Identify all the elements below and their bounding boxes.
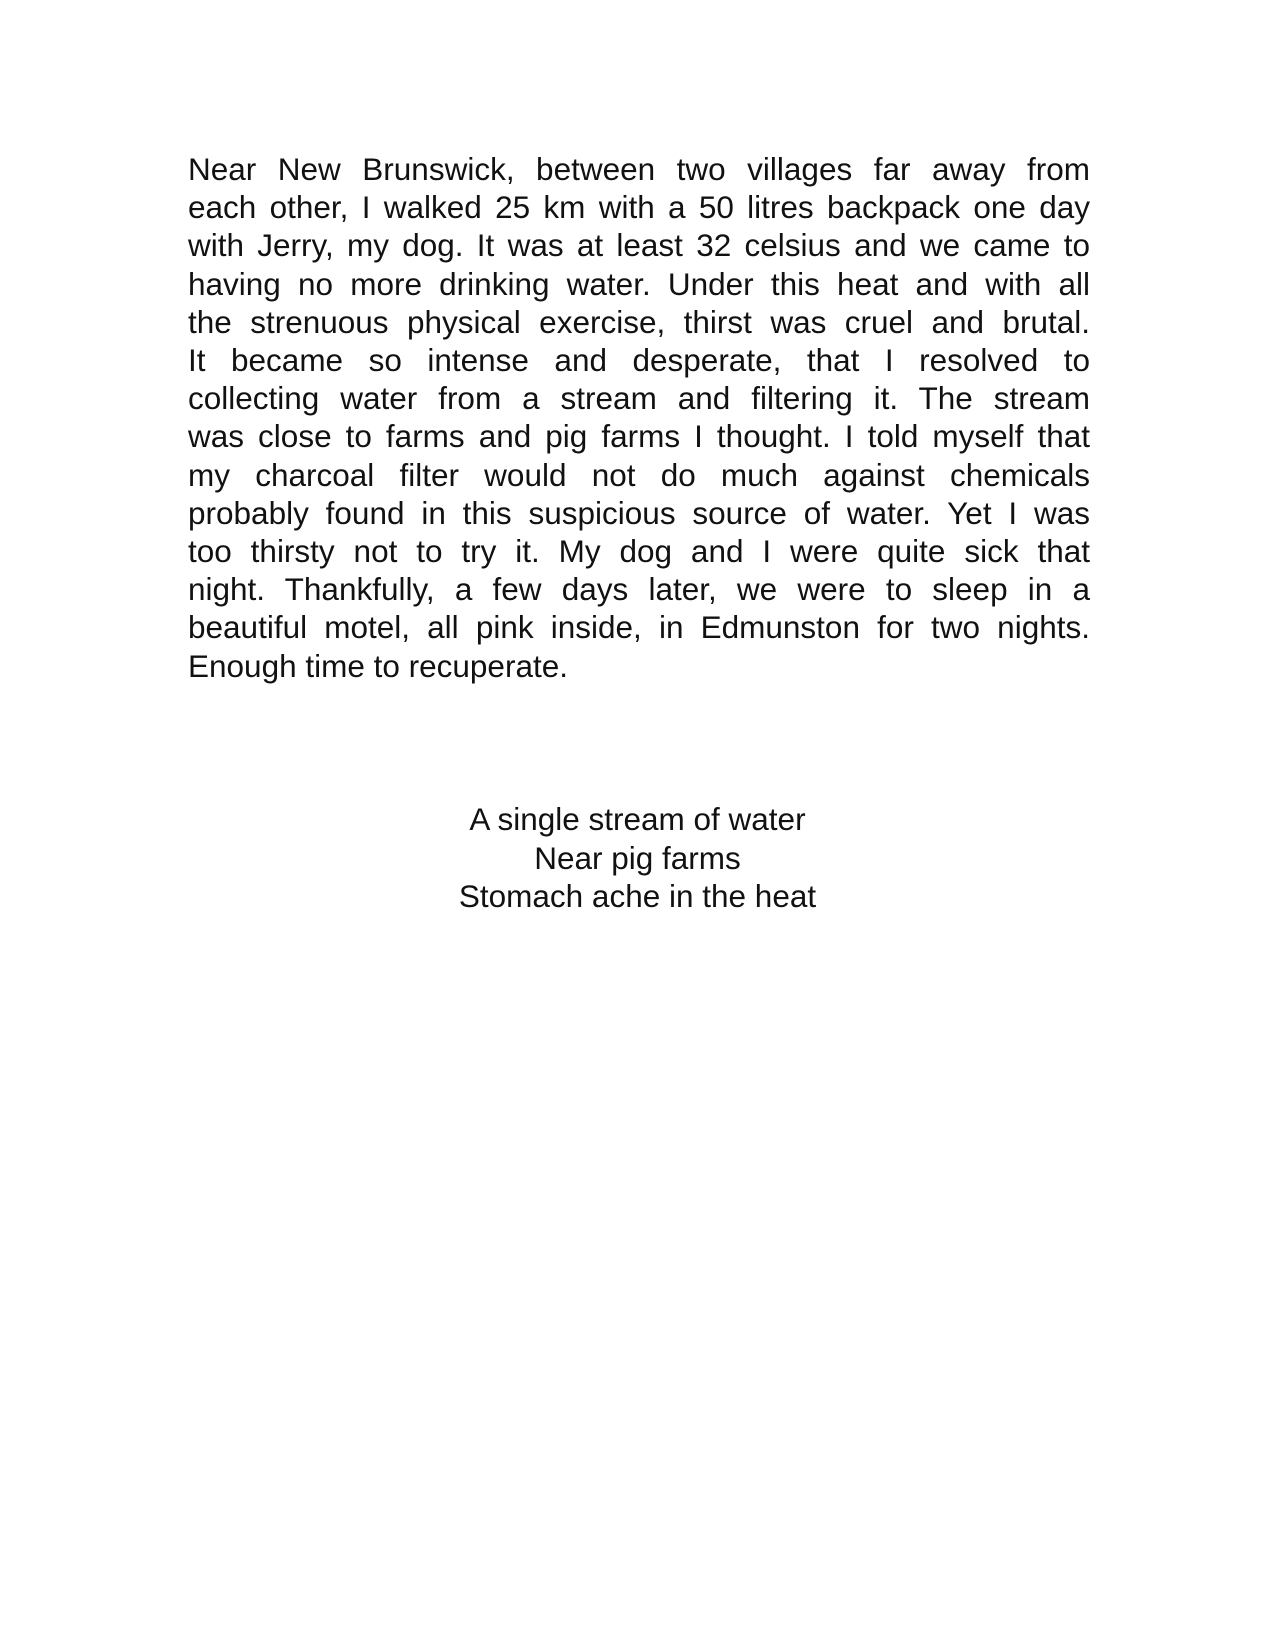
paragraph-line: having no more drinking water. Under this heat and with all	[188, 265, 1090, 302]
paragraph-line: with Jerry, my dog. It was at least 32 celsius and we came to	[188, 227, 1090, 264]
paragraph-line: Near New Brunswick, between two villages far away from	[188, 151, 1090, 187]
paragraph-line: collecting water from a stream and filtering it. The stream	[188, 380, 1090, 417]
paragraph-line: each other, I walked 25 km with a 50 litres backpack one day	[188, 189, 1090, 226]
paragraph-line: was close to farms and pig farms I thought. I told myself that	[188, 418, 1090, 455]
haiku-line: Stomach ache in the heat	[458, 878, 817, 914]
paragraph-line: probably found in this suspicious source of water. Yet I was	[188, 494, 1090, 531]
haiku-line: A single stream of water	[469, 801, 806, 837]
paragraph-line: beautiful motel, all pink inside, in Edmunston for two nights.	[188, 609, 1090, 646]
paragraph-line: the strenuous physical exercise, thirst was cruel and brutal.	[188, 303, 1090, 340]
paragraph-line: night. Thankfully, a few days later, we were to sleep in a	[188, 571, 1090, 608]
paragraph-line: It became so intense and desperate, that I resolved to	[188, 342, 1090, 379]
paragraph-line: my charcoal filter would not do much against chemicals	[188, 456, 1090, 493]
paragraph-line: Enough time to recuperate.	[188, 647, 568, 684]
story-paragraph	[188, 150, 1090, 685]
haiku	[0, 800, 1275, 916]
paragraph-line: too thirsty not to try it. My dog and I were quite sick that	[188, 533, 1090, 570]
haiku-line: Near pig farms	[534, 839, 741, 876]
